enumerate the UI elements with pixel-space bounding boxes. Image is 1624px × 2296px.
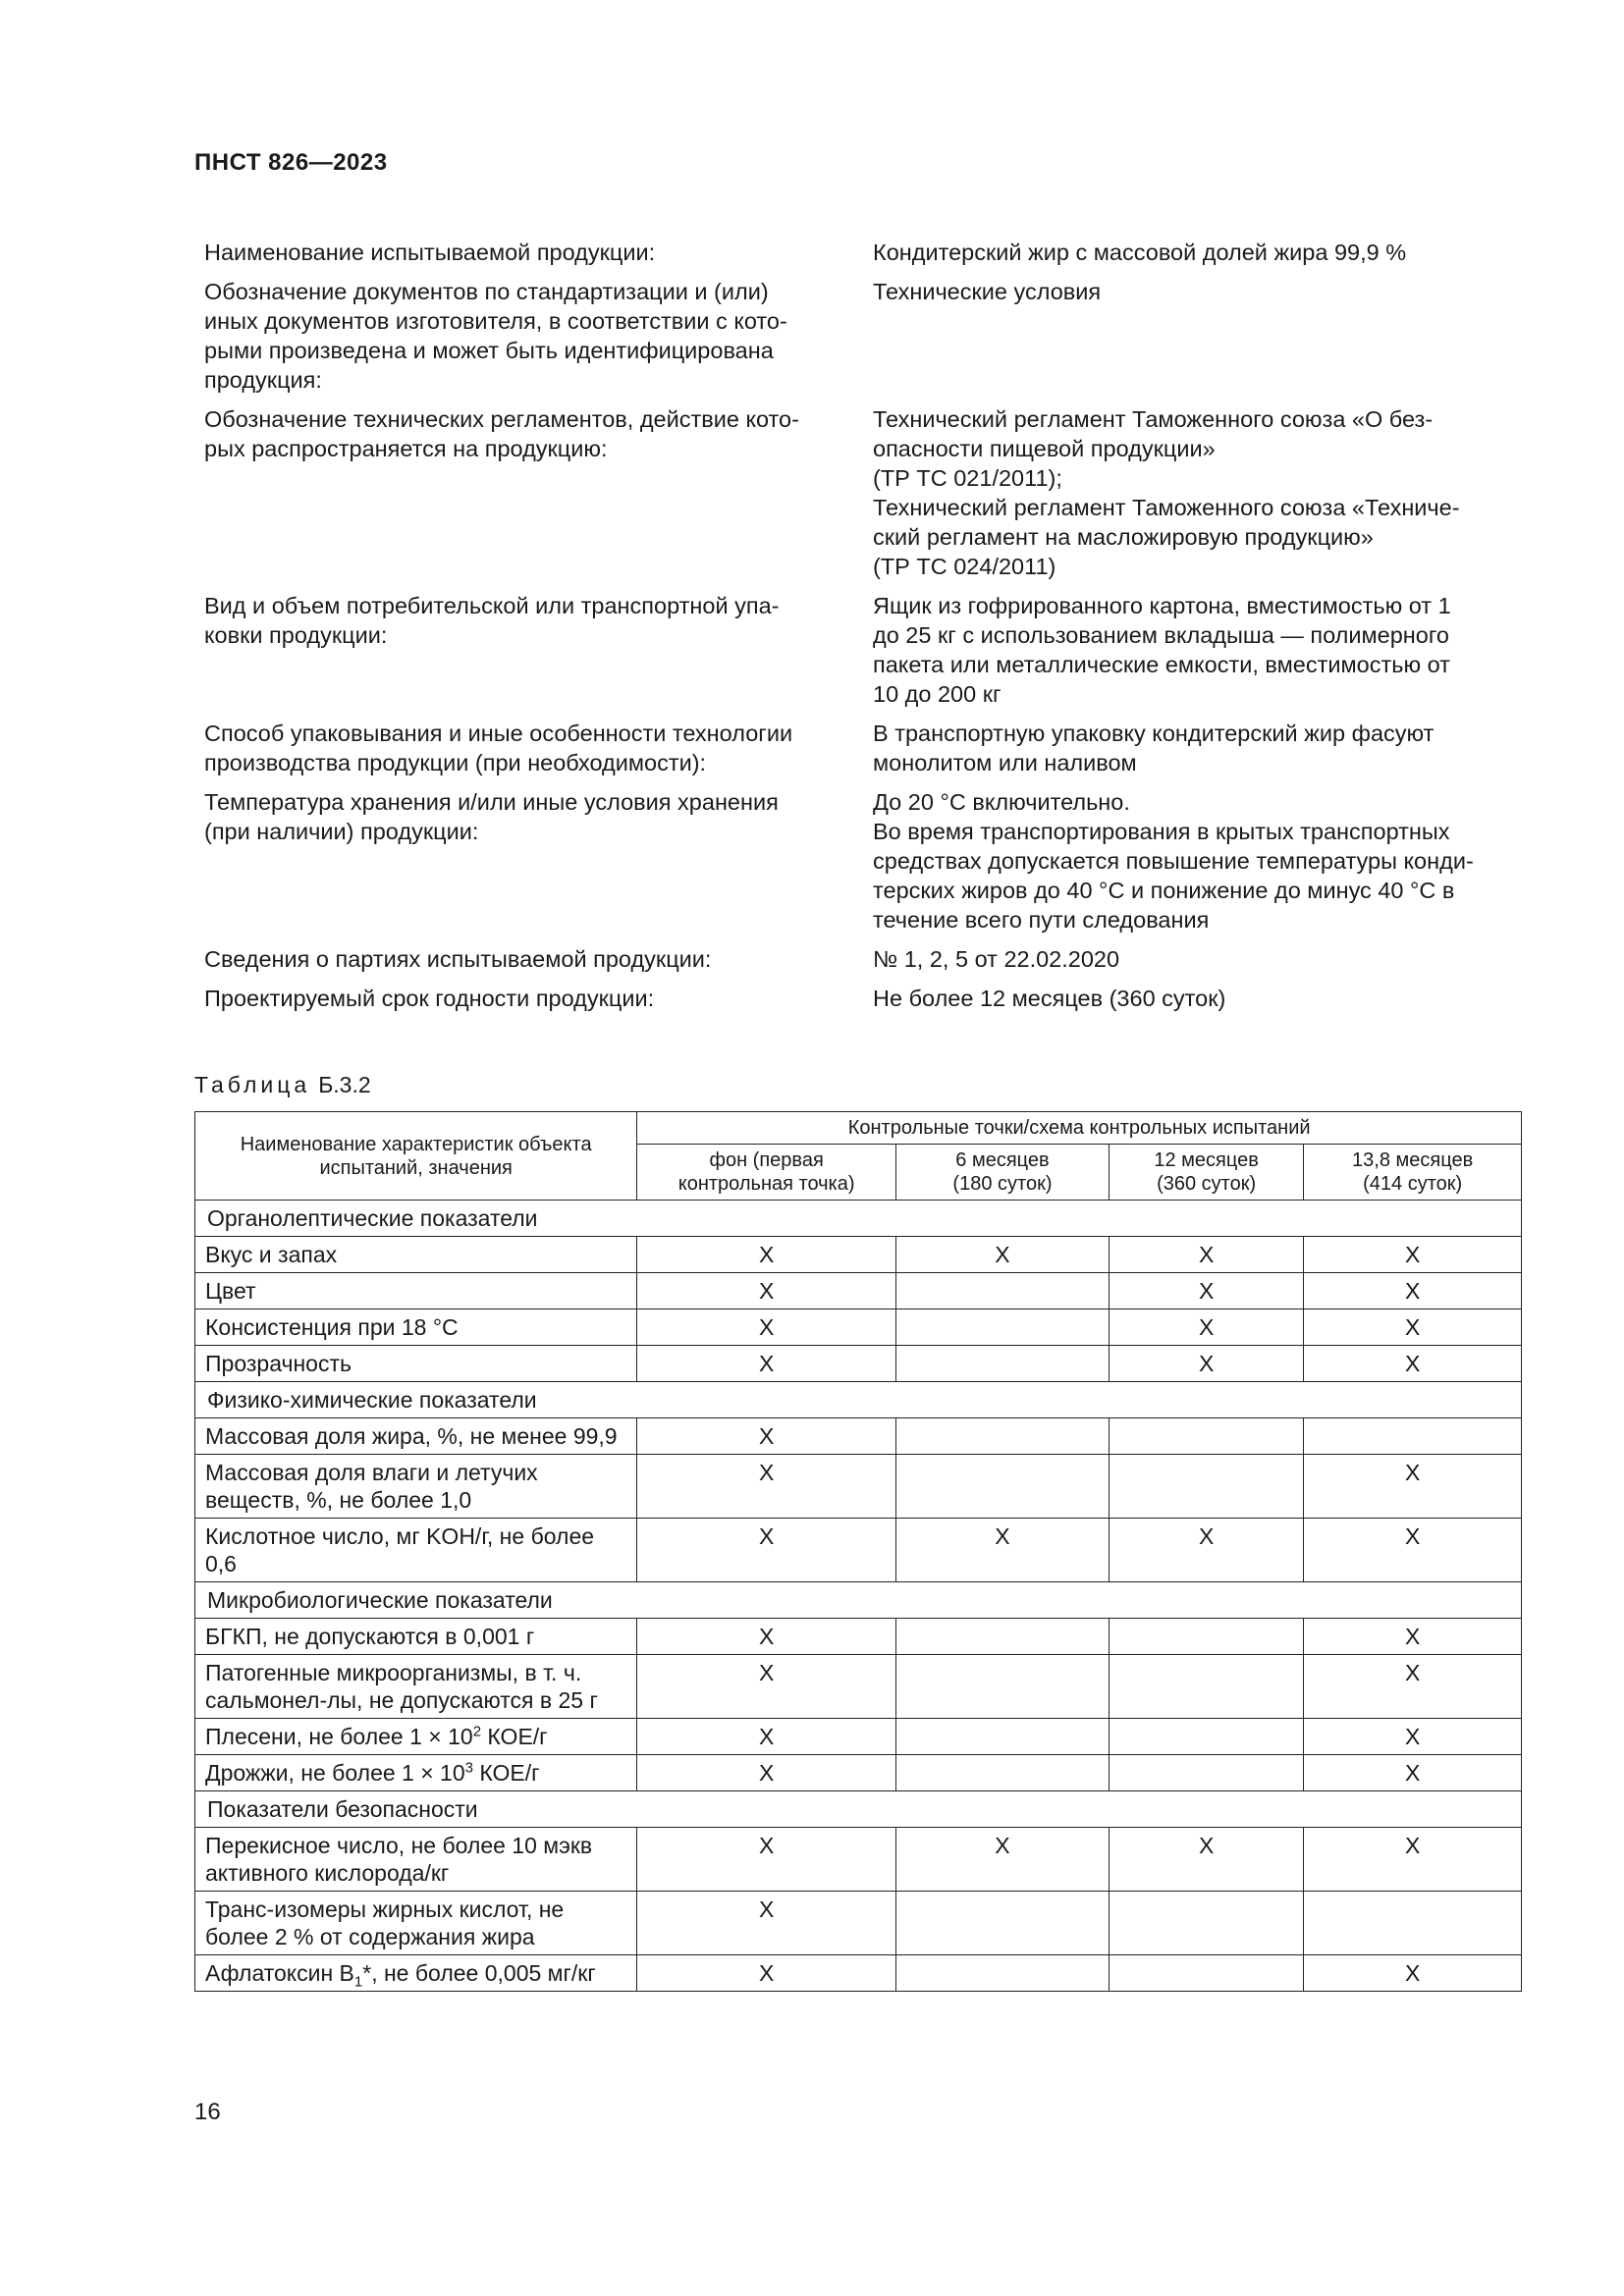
control-point-mark: X [1304,1955,1522,1992]
control-point-mark: X [1304,1719,1522,1755]
control-point-mark: X [1109,1346,1303,1382]
control-point-mark [895,1892,1109,1955]
control-point-mark: X [895,1237,1109,1273]
page-number: 16 [194,2099,221,2125]
control-point-mark [1109,1755,1303,1791]
info-row [204,277,1516,395]
info-value [873,944,1516,974]
info-value-line: Кондитерский жир с массовой долей жира 99,9 % [873,240,1407,265]
info-label-line: рыми произведена и может быть идентифицирована [204,338,774,363]
control-point-mark [1109,1655,1303,1719]
table-row [195,1237,1522,1273]
info-label [204,277,841,395]
characteristic-name: Плесени, не более $1 \times 10^2$ КОЕ/г [195,1719,637,1755]
control-point-mark [895,1619,1109,1655]
info-row [204,591,1516,709]
characteristic-name: БГКП, не допускаются в 0,001 г [195,1619,637,1655]
control-point-mark [1304,1892,1522,1955]
control-point-mark: X [1304,1309,1522,1346]
control-point-mark: X [1109,1828,1303,1892]
info-label-line: иных документов изготовителя, в соответствии с кото- [204,308,787,334]
info-label [204,787,841,934]
info-row [204,404,1516,581]
info-value-line: Ящик из гофрированного картона, вместимостью от 1 [873,593,1451,618]
info-label [204,238,841,267]
info-label-line: Сведения о партиях испытываемой продукции: [204,946,712,972]
table-row [195,1892,1522,1955]
info-row [204,944,1516,974]
info-value-line: опасности пищевой продукции» [873,436,1216,461]
header-col-baseline: фон (первая контрольная точка) [637,1145,896,1201]
header-control-points: Контрольные точки/схема контрольных испытаний [637,1112,1522,1145]
info-value-line: монолитом или наливом [873,750,1137,775]
info-label [204,719,841,777]
control-point-mark [1109,1719,1303,1755]
info-row [204,238,1516,267]
info-value [873,591,1516,709]
section-title: Показатели безопасности [195,1791,1522,1828]
info-value-line: ский регламент на масложировую продукцию» [873,524,1374,550]
info-label [204,591,841,709]
info-label-line: (при наличии) продукции: [204,819,479,844]
table-row [195,1519,1522,1582]
info-value-line: средствах допускается повышение температуры конди- [873,848,1474,874]
control-point-mark: X [637,1619,896,1655]
header-characteristic: Наименование характеристик объекта испытаний, значения [195,1112,637,1201]
info-value-line: терских жиров до 40 °С и понижение до минус 40 °С в [873,878,1455,903]
characteristic-name: Транс-изомеры жирных кислот, не более 2 % от содержания жира [195,1892,637,1955]
info-value [873,404,1516,581]
info-value-line: течение всего пути следования [873,907,1210,933]
info-label-line: продукция: [204,367,322,393]
header-col-12-months: 12 месяцев (360 суток) [1109,1145,1303,1201]
characteristic-name: Вкус и запах [195,1237,637,1273]
info-row [204,787,1516,934]
info-label-line: производства продукции (при необходимости): [204,750,707,775]
info-value [873,984,1516,1013]
info-row [204,984,1516,1013]
info-label-line: Проектируемый срок годности продукции: [204,986,655,1011]
control-point-mark: X [1109,1519,1303,1582]
info-label-line: рых распространяется на продукцию: [204,436,608,461]
control-point-mark [1109,1892,1303,1955]
info-value-line: Технический регламент Таможенного союза «Техниче- [873,495,1460,520]
table-row [195,1755,1522,1791]
section-row [195,1582,1522,1619]
table-row [195,1955,1522,1992]
characteristic-name: Патогенные микроорганизмы, в т. ч. сальмонел-лы, не допускаются в 25 г [195,1655,637,1719]
control-point-mark: X [637,1519,896,1582]
info-value-line: (ТР ТС 024/2011) [873,554,1056,579]
info-value-line: пакета или металлические емкости, вместимостью от [873,652,1450,677]
info-value-line: Технические условия [873,279,1102,304]
control-point-mark [895,1719,1109,1755]
characteristic-name: Цвет [195,1273,637,1309]
control-point-mark: X [1109,1237,1303,1273]
info-value-line: До 20 °С включительно. [873,789,1130,815]
section-title: Микробиологические показатели [195,1582,1522,1619]
control-point-mark [1109,1955,1303,1992]
table-caption-number: Б.3.2 [318,1072,371,1097]
section-row [195,1382,1522,1418]
control-point-mark [895,1455,1109,1519]
info-label-line: ковки продукции: [204,622,388,648]
info-value-line: В транспортную упаковку кондитерский жир фасуют [873,721,1435,746]
info-label-line: Обозначение документов по стандартизации и (или) [204,279,769,304]
control-point-mark: X [637,1955,896,1992]
control-point-mark: X [637,1273,896,1309]
section-row [195,1201,1522,1237]
control-point-mark: X [637,1237,896,1273]
control-point-mark [895,1955,1109,1992]
control-point-mark: X [637,1655,896,1719]
control-point-mark: X [895,1828,1109,1892]
product-info-list [204,238,1516,1023]
control-point-mark: X [637,1418,896,1455]
info-value-line: Во время транспортирования в крытых транспортных [873,819,1450,844]
control-point-mark [1109,1418,1303,1455]
table-row [195,1455,1522,1519]
test-schedule-table [194,1111,1522,1992]
control-point-mark [1109,1455,1303,1519]
control-point-mark: X [1304,1237,1522,1273]
info-label-line: Вид и объем потребительской или транспортной упа- [204,593,780,618]
control-point-mark: X [1109,1273,1303,1309]
info-value-line: № 1, 2, 5 от 22.02.2020 [873,946,1120,972]
info-label-line: Обозначение технических регламентов, действие кото- [204,406,799,432]
table-row [195,1619,1522,1655]
info-value [873,719,1516,777]
table-row [195,1273,1522,1309]
control-point-mark: X [1304,1655,1522,1719]
table-row [195,1655,1522,1719]
info-value-line: 10 до 200 кг [873,681,1001,707]
info-row [204,719,1516,777]
document-code: ПНСТ 826—2023 [194,149,388,176]
info-label-line: Наименование испытываемой продукции: [204,240,656,265]
control-point-mark: X [637,1755,896,1791]
info-label [204,404,841,581]
table-caption [194,1072,371,1098]
info-label [204,984,841,1013]
control-point-mark: X [637,1719,896,1755]
control-point-mark [895,1755,1109,1791]
control-point-mark [895,1418,1109,1455]
characteristic-name: Кислотное число, мг KOH/г, не более 0,6 [195,1519,637,1582]
control-point-mark [895,1346,1109,1382]
table-caption-word: Таблица [194,1072,311,1097]
control-point-mark: X [637,1455,896,1519]
characteristic-name: Массовая доля влаги и летучих веществ, %, не более 1,0 [195,1455,637,1519]
characteristic-name: Массовая доля жира, %, не менее 99,9 [195,1418,637,1455]
info-value-line: до 25 кг с использованием вкладыша — полимерного [873,622,1449,648]
control-point-mark: X [1304,1273,1522,1309]
info-label [204,944,841,974]
control-point-mark: X [637,1346,896,1382]
characteristic-name: Афлатоксин $B_1*$, не более 0,005 мг/кг [195,1955,637,1992]
characteristic-name: Прозрачность [195,1346,637,1382]
control-point-mark: X [1109,1309,1303,1346]
header-col-6-months: 6 месяцев (180 суток) [895,1145,1109,1201]
control-point-mark: X [895,1519,1109,1582]
info-value-line: Не более 12 месяцев (360 суток) [873,986,1226,1011]
characteristic-name: Консистенция при 18 °С [195,1309,637,1346]
control-point-mark: X [1304,1346,1522,1382]
info-value [873,238,1516,267]
control-point-mark: X [1304,1828,1522,1892]
table-row [195,1309,1522,1346]
table-row [195,1719,1522,1755]
characteristic-name: Дрожжи, не более $1 \times 10^3$ КОЕ/г [195,1755,637,1791]
control-point-mark: X [637,1828,896,1892]
info-value [873,787,1516,934]
table-row [195,1346,1522,1382]
control-point-mark [1304,1418,1522,1455]
info-value-line: (ТР ТС 021/2011); [873,465,1062,491]
characteristic-name: Перекисное число, не более 10 мэкв активного кислорода/кг [195,1828,637,1892]
info-value-line: Технический регламент Таможенного союза «О без- [873,406,1434,432]
section-title: Физико-химические показатели [195,1382,1522,1418]
table-row [195,1828,1522,1892]
control-point-mark [895,1273,1109,1309]
control-point-mark: X [1304,1519,1522,1582]
info-label-line: Способ упаковывания и иные особенности технологии [204,721,793,746]
header-col-13-8-months: 13,8 месяцев (414 суток) [1304,1145,1522,1201]
control-point-mark [895,1655,1109,1719]
table-row [195,1418,1522,1455]
section-row [195,1791,1522,1828]
control-point-mark: X [1304,1619,1522,1655]
control-point-mark: X [637,1892,896,1955]
control-point-mark: X [1304,1755,1522,1791]
info-value [873,277,1516,395]
control-point-mark [1109,1619,1303,1655]
control-point-mark: X [637,1309,896,1346]
control-point-mark: X [1304,1455,1522,1519]
section-title: Органолептические показатели [195,1201,1522,1237]
info-label-line: Температура хранения и/или иные условия хранения [204,789,779,815]
control-point-mark [895,1309,1109,1346]
